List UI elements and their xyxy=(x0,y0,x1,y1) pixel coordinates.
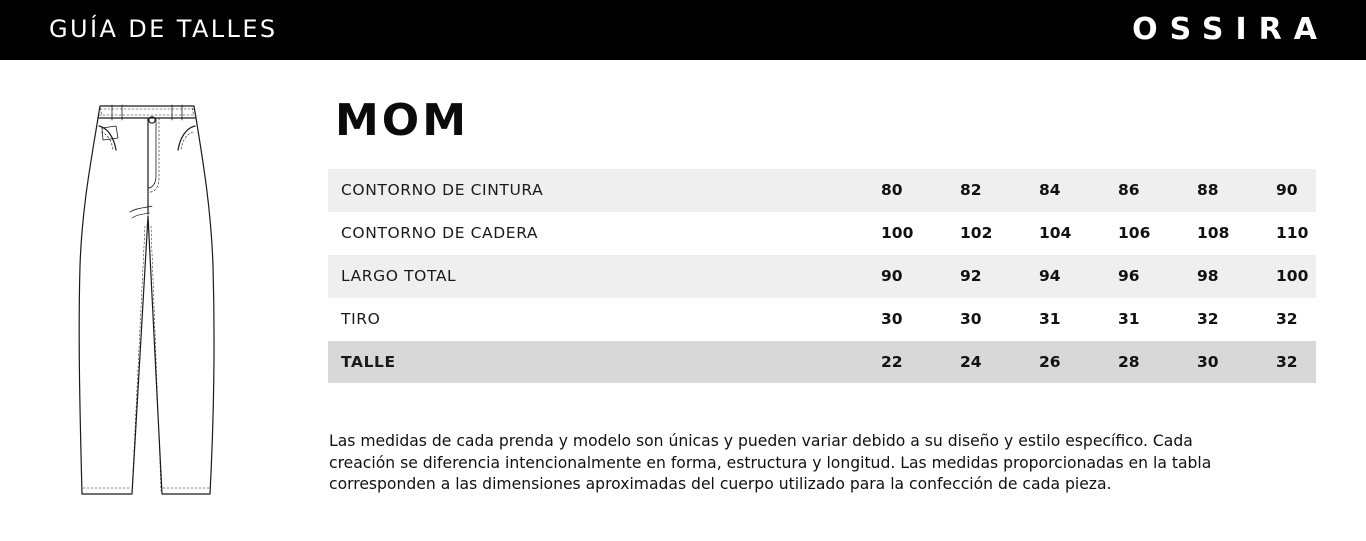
table-cell: 32 xyxy=(1276,310,1298,328)
row-label: CONTORNO DE CADERA xyxy=(341,224,539,242)
row-label: LARGO TOTAL xyxy=(341,267,457,285)
table-cell: 100 xyxy=(1276,267,1309,285)
table-cell: 84 xyxy=(1039,181,1061,199)
table-cell: 22 xyxy=(881,353,903,371)
table-cell: 80 xyxy=(881,181,903,199)
table-cell: 24 xyxy=(960,353,982,371)
table-row-length xyxy=(328,255,1316,298)
table-cell: 110 xyxy=(1276,224,1309,242)
table-cell: 86 xyxy=(1118,181,1140,199)
row-label: TALLE xyxy=(341,353,396,371)
table-cell: 104 xyxy=(1039,224,1072,242)
table-cell: 82 xyxy=(960,181,982,199)
table-cell: 94 xyxy=(1039,267,1061,285)
table-cell: 32 xyxy=(1197,310,1219,328)
table-cell: 108 xyxy=(1197,224,1230,242)
table-row-hip xyxy=(328,212,1316,255)
table-cell: 100 xyxy=(881,224,914,242)
table-row-size xyxy=(328,341,1316,383)
guide-title: GUÍA DE TALLES xyxy=(49,15,278,43)
table-cell: 102 xyxy=(960,224,993,242)
table-cell: 90 xyxy=(1276,181,1298,199)
table-cell: 30 xyxy=(881,310,903,328)
brand-logo: OSSIRA xyxy=(1132,12,1329,47)
disclaimer-line: corresponden a las dimensiones aproximadas del cuerpo utilizado para la confección de cada pieza. xyxy=(329,475,1112,493)
table-cell: 30 xyxy=(1197,353,1219,371)
jeans-outline-icon xyxy=(72,96,222,506)
header-bar xyxy=(0,0,1366,60)
table-cell: 106 xyxy=(1118,224,1151,242)
table-cell: 31 xyxy=(1039,310,1061,328)
disclaimer-line: Las medidas de cada prenda y modelo son únicas y pueden variar debido a su diseño y estilo específico. Cada xyxy=(329,432,1193,450)
size-table xyxy=(328,169,1316,383)
table-cell: 30 xyxy=(960,310,982,328)
table-cell: 98 xyxy=(1197,267,1219,285)
model-title: MOM xyxy=(335,95,469,146)
table-cell: 28 xyxy=(1118,353,1140,371)
row-label: CONTORNO DE CINTURA xyxy=(341,181,544,199)
disclaimer-text xyxy=(329,431,1319,496)
table-cell: 32 xyxy=(1276,353,1298,371)
table-cell: 88 xyxy=(1197,181,1219,199)
table-cell: 96 xyxy=(1118,267,1140,285)
row-label: TIRO xyxy=(341,310,381,328)
disclaimer-line: creación se diferencia intencionalmente en forma, estructura y longitud. Las medidas proporcionadas en la tabla xyxy=(329,453,1212,472)
table-cell: 90 xyxy=(881,267,903,285)
table-cell: 26 xyxy=(1039,353,1061,371)
table-cell: 92 xyxy=(960,267,982,285)
table-row-waist xyxy=(328,169,1316,212)
table-cell: 31 xyxy=(1118,310,1140,328)
table-row-rise xyxy=(328,298,1316,341)
